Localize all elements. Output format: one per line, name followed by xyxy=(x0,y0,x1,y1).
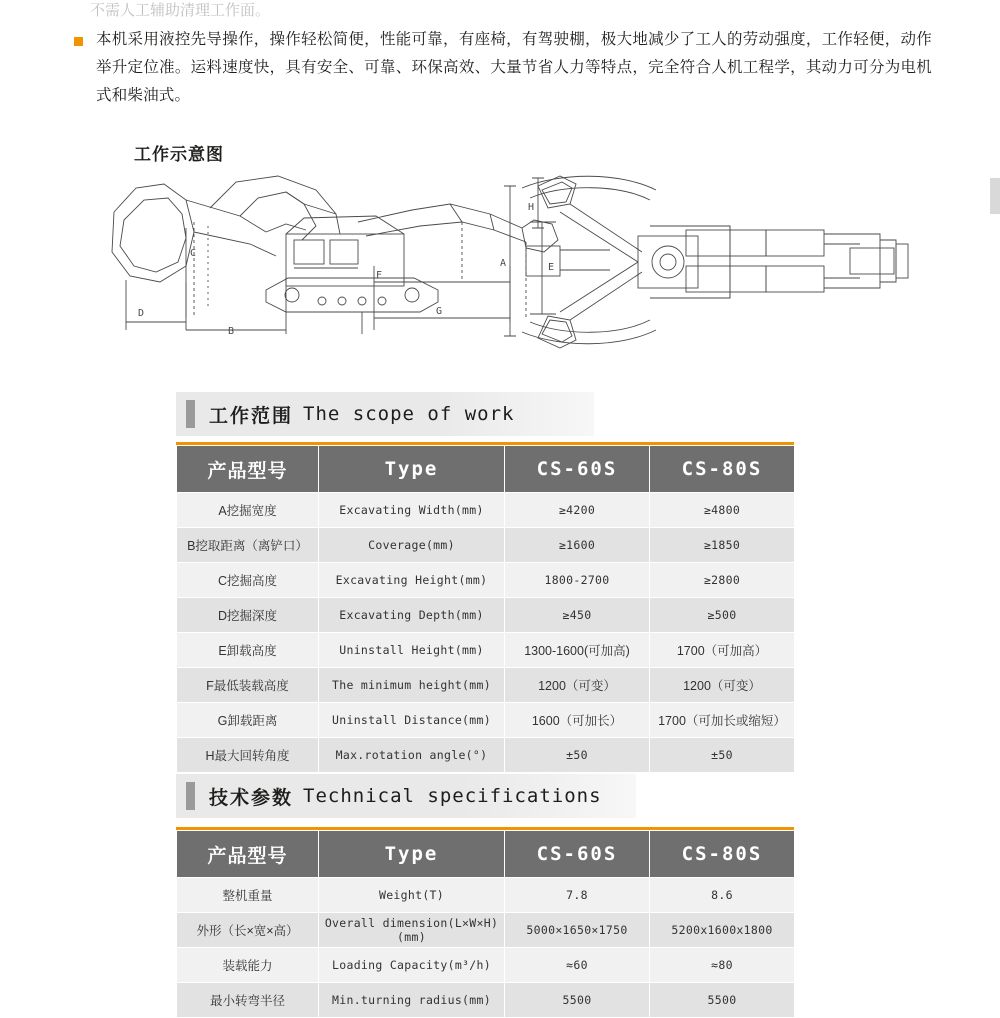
row-label: 最小转弯半径 xyxy=(177,983,319,1018)
svg-text:C: C xyxy=(190,248,197,259)
intro-block xyxy=(72,0,932,110)
table-row xyxy=(177,493,795,528)
intro-bullet-text: 本机采用液控先导操作，操作轻松简便，性能可靠，有座椅，有驾驶棚，极大地减少了工人的劳动强度，工作轻便，动作举升定位准。运料速度快，具有安全、可靠、环保高效、大量节省人力等特点，完全符合人机工程学，其动力可分为电机式和柴油式。 xyxy=(96,31,932,104)
row-label: A挖掘宽度 xyxy=(177,493,319,528)
scope-banner xyxy=(176,392,594,436)
row-cs60s: 7.8 xyxy=(505,878,650,913)
svg-text:E: E xyxy=(548,262,555,273)
scope-header-model: 产品型号 xyxy=(177,446,319,493)
row-label: H最大回转角度 xyxy=(177,738,319,773)
svg-text:D: D xyxy=(138,308,145,319)
row-cs60s: 1600（可加长） xyxy=(505,703,650,738)
row-cs80s: ≥2800 xyxy=(650,563,795,598)
table-row xyxy=(177,983,795,1018)
diagram-title: 工作示意图 xyxy=(134,145,224,164)
table-row xyxy=(177,633,795,668)
row-type: Uninstall Height(mm) xyxy=(319,633,505,668)
scope-banner-cn: 工作范围 xyxy=(209,405,294,427)
row-type: Uninstall Distance(mm) xyxy=(319,703,505,738)
table-row xyxy=(177,878,795,913)
working-diagram xyxy=(90,170,910,355)
table-row xyxy=(177,528,795,563)
row-cs80s: ≈80 xyxy=(650,948,795,983)
technical-header-row xyxy=(177,831,795,878)
technical-banner-en: Technical specifications xyxy=(303,785,602,807)
table-row xyxy=(177,598,795,633)
scope-header-cs60s: CS-60S xyxy=(505,446,650,493)
svg-text:G: G xyxy=(436,306,443,317)
row-type: Excavating Height(mm) xyxy=(319,563,505,598)
technical-header-model: 产品型号 xyxy=(177,831,319,878)
technical-header-type: Type xyxy=(319,831,505,878)
row-cs60s: 1200（可变） xyxy=(505,668,650,703)
svg-text:A: A xyxy=(500,258,507,269)
row-type: Loading Capacity(m³/h) xyxy=(319,948,505,983)
svg-text:H: H xyxy=(528,202,535,213)
svg-text:F: F xyxy=(376,270,383,281)
row-cs80s: 8.6 xyxy=(650,878,795,913)
svg-text:B: B xyxy=(228,326,235,337)
row-cs80s: 5200x1600x1800 xyxy=(650,913,795,948)
table-row xyxy=(177,703,795,738)
table-row xyxy=(177,738,795,773)
technical-banner xyxy=(176,774,636,818)
row-type: Overall dimension(L×W×H)(mm) xyxy=(319,913,505,948)
bullet-square-icon xyxy=(74,37,83,46)
scope-header-type: Type xyxy=(319,446,505,493)
row-type: Excavating Depth(mm) xyxy=(319,598,505,633)
row-label: D挖掘深度 xyxy=(177,598,319,633)
scope-header-cs80s: CS-80S xyxy=(650,446,795,493)
row-type: Max.rotation angle(°) xyxy=(319,738,505,773)
row-cs60s: 5500 xyxy=(505,983,650,1018)
row-cs60s: ≥1600 xyxy=(505,528,650,563)
table-row xyxy=(177,563,795,598)
row-cs60s: ±50 xyxy=(505,738,650,773)
row-label: F最低装载高度 xyxy=(177,668,319,703)
table-row xyxy=(177,668,795,703)
scope-header-row xyxy=(177,446,795,493)
row-cs80s: 1700（可加长或缩短） xyxy=(650,703,795,738)
row-label: 装载能力 xyxy=(177,948,319,983)
row-cs60s: 1300-1600(可加高) xyxy=(505,633,650,668)
row-label: E卸载高度 xyxy=(177,633,319,668)
row-cs80s: ±50 xyxy=(650,738,795,773)
row-cs80s: 5500 xyxy=(650,983,795,1018)
technical-banner-cn: 技术参数 xyxy=(209,787,294,809)
row-cs80s: ≥500 xyxy=(650,598,795,633)
row-label: B挖取距离（离铲口） xyxy=(177,528,319,563)
scope-banner-en: The scope of work xyxy=(303,403,515,425)
row-cs60s: ≥4200 xyxy=(505,493,650,528)
row-type: The minimum height(mm) xyxy=(319,668,505,703)
scope-table xyxy=(176,445,795,773)
row-cs60s: 5000×1650×1750 xyxy=(505,913,650,948)
row-type: Min.turning radius(mm) xyxy=(319,983,505,1018)
page-edge-tab xyxy=(990,178,1000,214)
technical-header-cs60s: CS-60S xyxy=(505,831,650,878)
row-label: 外形（长×宽×高） xyxy=(177,913,319,948)
row-type: Coverage(mm) xyxy=(319,528,505,563)
row-cs80s: ≥4800 xyxy=(650,493,795,528)
table-row xyxy=(177,913,795,948)
row-label: C挖掘高度 xyxy=(177,563,319,598)
row-cs60s: ≈60 xyxy=(505,948,650,983)
row-type: Excavating Width(mm) xyxy=(319,493,505,528)
row-cs80s: 1200（可变） xyxy=(650,668,795,703)
intro-faded-line: 不需人工辅助清理工作面。 xyxy=(90,2,271,19)
table-row xyxy=(177,948,795,983)
technical-header-cs80s: CS-80S xyxy=(650,831,795,878)
banner-accent-bar xyxy=(186,400,195,428)
technical-table xyxy=(176,830,795,1018)
intro-bullet-row xyxy=(72,26,932,110)
row-type: Weight(T) xyxy=(319,878,505,913)
row-cs60s: 1800-2700 xyxy=(505,563,650,598)
row-label: 整机重量 xyxy=(177,878,319,913)
row-cs60s: ≥450 xyxy=(505,598,650,633)
banner-accent-bar xyxy=(186,782,195,810)
row-cs80s: 1700（可加高） xyxy=(650,633,795,668)
row-label: G卸载距离 xyxy=(177,703,319,738)
row-cs80s: ≥1850 xyxy=(650,528,795,563)
